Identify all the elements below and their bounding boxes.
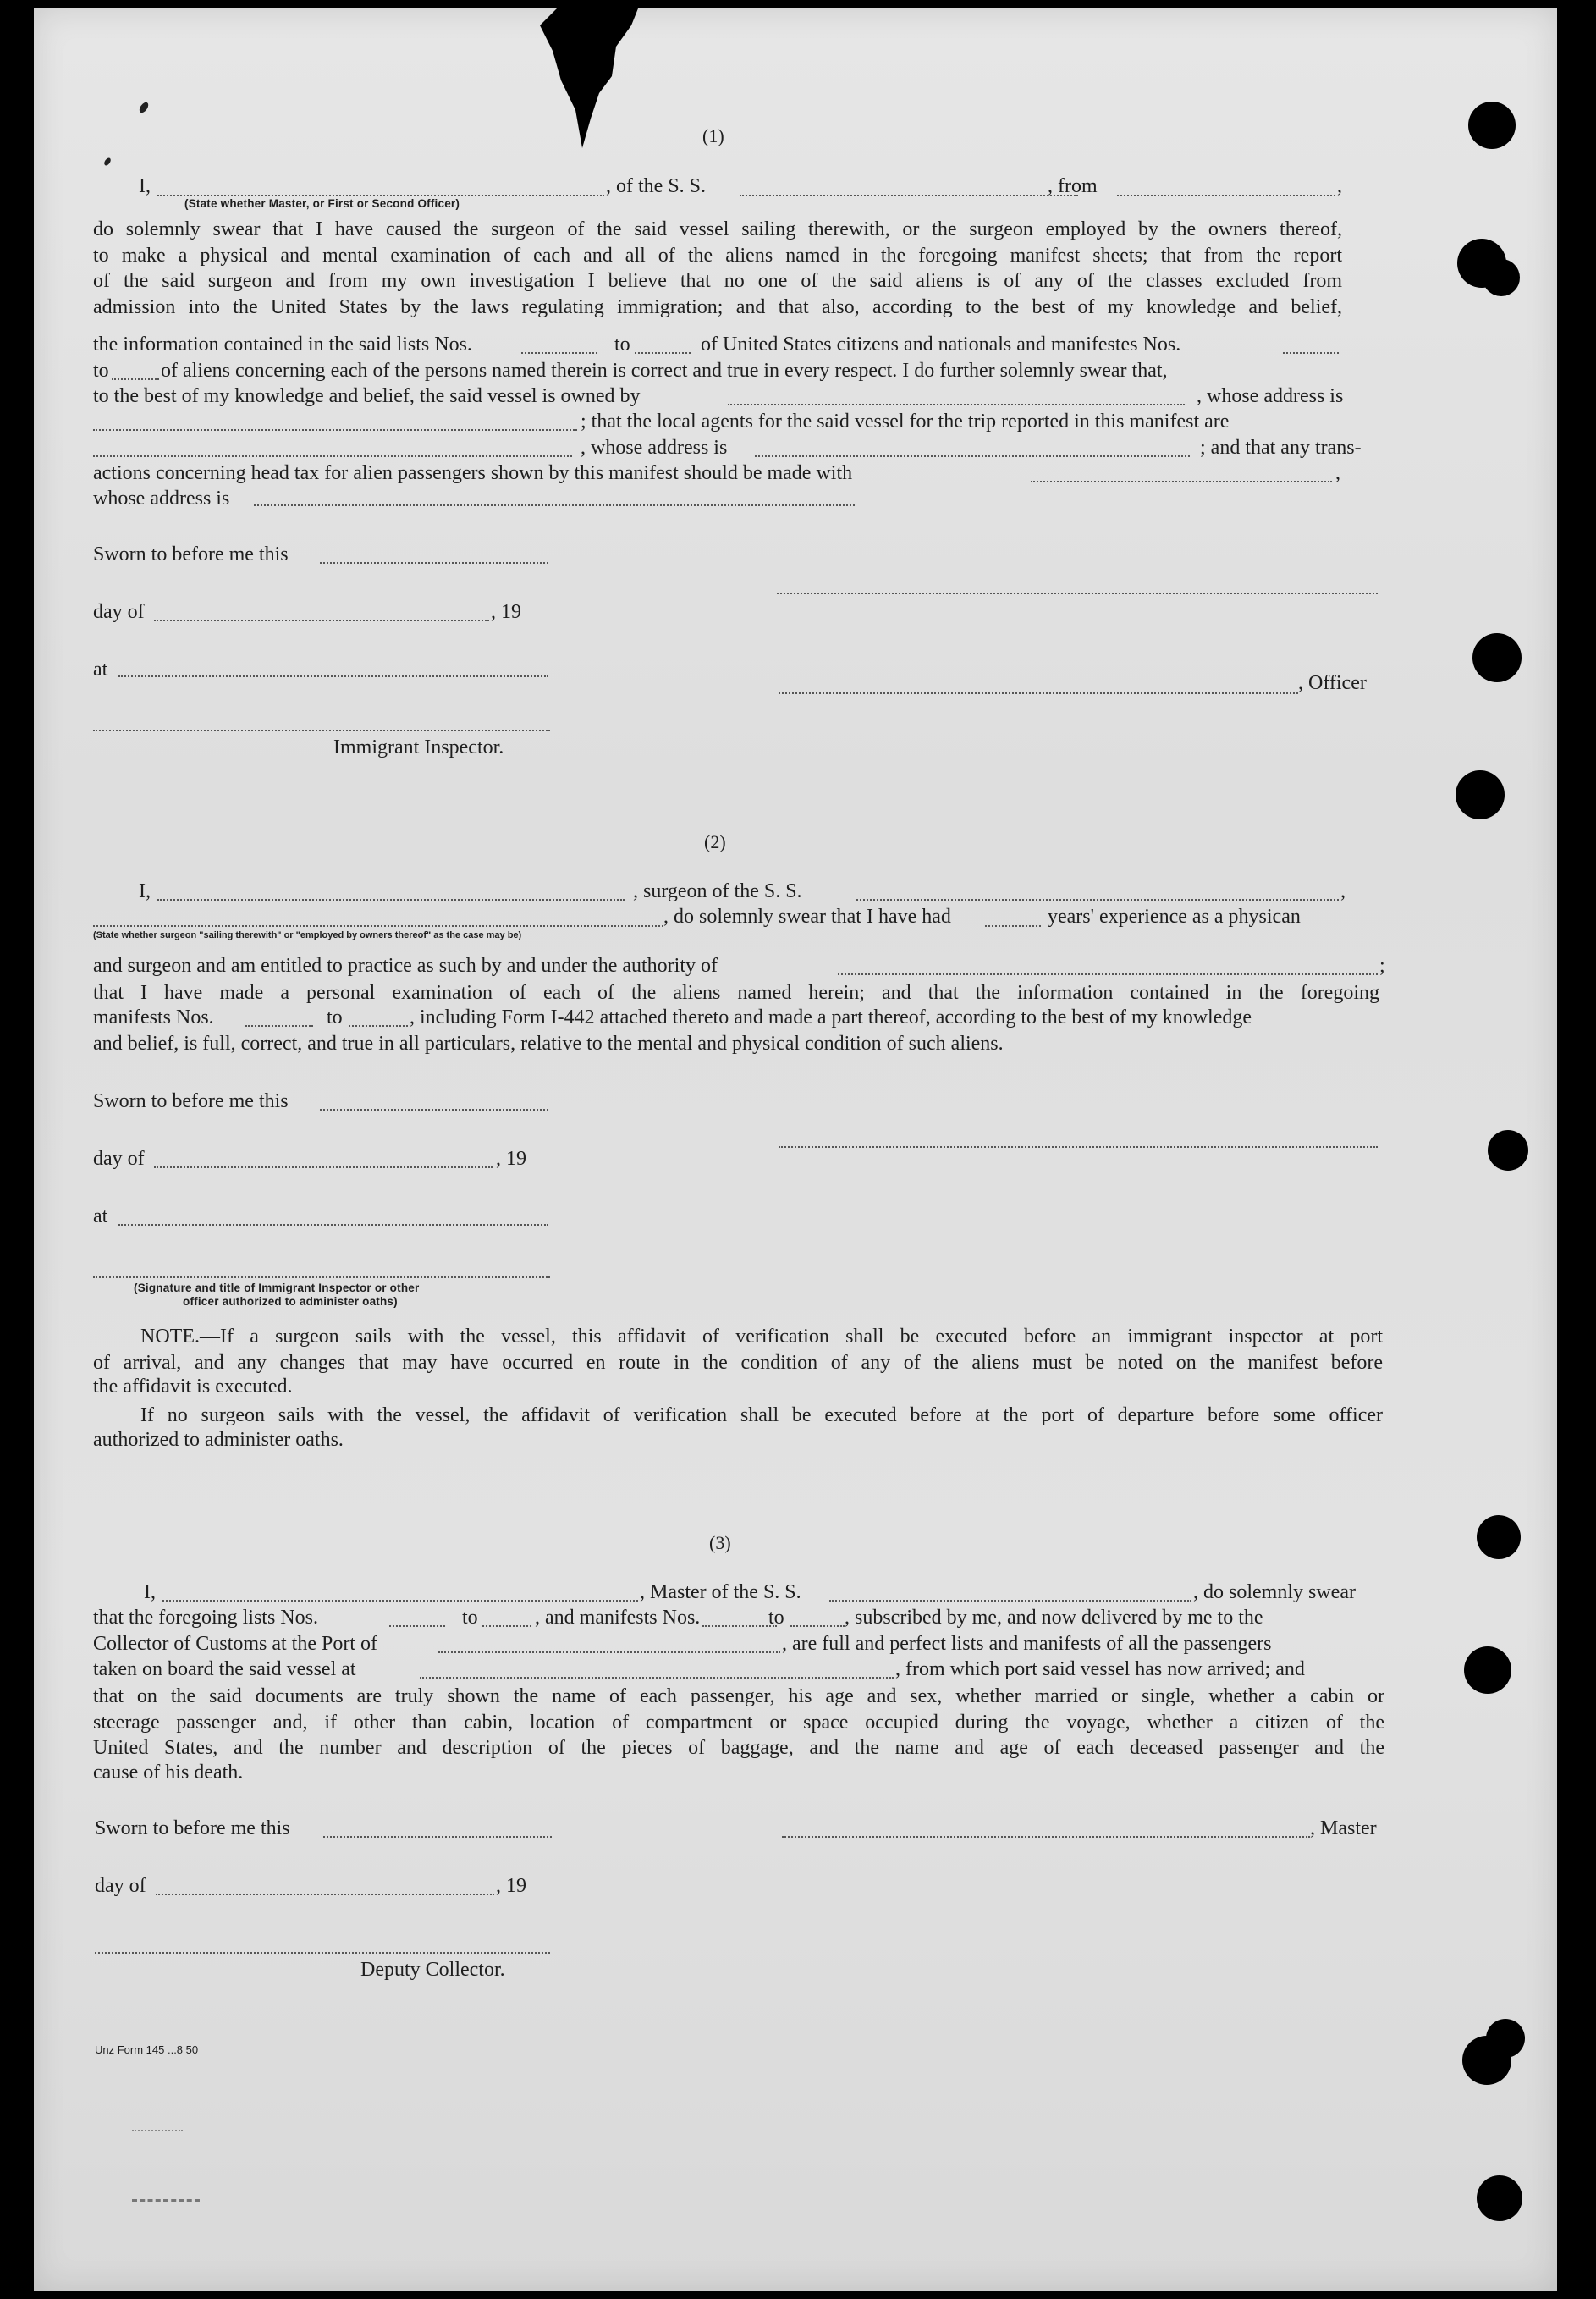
owner-address-field[interactable]: [93, 429, 577, 431]
punch-hole-3: [1483, 259, 1520, 296]
s1-body-line: admission into the United States by the laws regulating immigration; and that also, according to the best of my knowledge and belief,: [93, 295, 1342, 318]
surgeon-name-field[interactable]: [157, 899, 625, 901]
s2-sworn-date-field[interactable]: [320, 1109, 548, 1111]
owner-field[interactable]: [728, 404, 1185, 405]
punch-hole-11: [1477, 2175, 1522, 2221]
s1-sworn-date-field[interactable]: [320, 562, 548, 564]
manifest-to-field[interactable]: [112, 378, 159, 380]
s1-year-label: , 19: [491, 601, 521, 623]
s2-l3a: and surgeon and am entitled to practice as such by and under the authority of: [93, 955, 718, 977]
bleed-through-line: [132, 2199, 200, 2202]
s3-master-name-field[interactable]: [162, 1600, 638, 1602]
s1-l5c: of United States citizens and nationals and manifestes Nos.: [701, 334, 1181, 356]
s2-day-field[interactable]: [154, 1166, 493, 1168]
punch-hole-4: [1472, 633, 1522, 682]
document-page: [34, 8, 1557, 2291]
s2-note2-para: [93, 1403, 1383, 1429]
s1-l9a: , whose address is: [581, 437, 728, 459]
s1-l5b: to: [614, 334, 630, 356]
s2-surgeon-note: (State whether surgeon "sailing therewith" or "employed by owners thereof" as the case may be): [93, 930, 522, 940]
s3-l3b: , are full and perfect lists and manifests of all the passengers: [782, 1633, 1272, 1655]
s1-inspector-label: Immigrant Inspector.: [333, 736, 504, 758]
punch-hole-6: [1488, 1130, 1528, 1171]
s3-dayof-label: day of: [95, 1875, 146, 1897]
s3-l1a: I,: [144, 1581, 156, 1603]
s3-collector-signature-line[interactable]: [95, 1952, 550, 1954]
manifest-nos-field[interactable]: [1283, 352, 1339, 354]
citizen-list-from-field[interactable]: [521, 352, 597, 354]
s2-note2-last: authorized to administer oaths.: [93, 1429, 344, 1451]
s3-master-label: , Master: [1310, 1817, 1377, 1839]
s1-l10b: ,: [1335, 462, 1340, 484]
s1-body-line: do solemnly swear that I have caused the surgeon of the said vessel sailing therewith, or the surgeon employed by the owners thereof,: [93, 218, 1342, 240]
s2-signature-line[interactable]: [779, 1146, 1378, 1148]
from-port-field[interactable]: [1117, 195, 1335, 196]
s3-year-label: , 19: [496, 1875, 526, 1897]
s2-l3b: ;: [1379, 955, 1385, 977]
s1-l6a: to: [93, 360, 109, 382]
s3-ship-name-field[interactable]: [829, 1600, 1191, 1602]
s3-body-line: that on the said documents are truly shown the name of each passenger, his age and sex, whether married or single, whether a cabin or: [93, 1685, 1384, 1707]
s3-l1c: , do solemnly swear: [1193, 1581, 1356, 1603]
s3-body-line: United States, and the number and description of the pieces of baggage, and the name and age of each deceased passenger and the: [93, 1737, 1384, 1759]
s2-note-line: of arrival, and any changes that may have occurred en route in the condition of any of the aliens must be noted on the manifest before: [93, 1351, 1383, 1374]
s3-body: [93, 1684, 1384, 1761]
s3-l1b: , Master of the S. S.: [640, 1581, 801, 1603]
s2-note-para: [93, 1324, 1383, 1376]
s2-l2a: , do solemnly swear that I have had: [663, 906, 951, 928]
s2-manifest-from-field[interactable]: [245, 1025, 313, 1027]
s1-line1-from: , from: [1048, 175, 1098, 197]
s1-line1-I: I,: [139, 175, 151, 197]
s3-manifests-from-field[interactable]: [702, 1625, 777, 1627]
master-name-field[interactable]: [157, 195, 604, 196]
s3-l2c: , and manifests Nos.: [535, 1607, 701, 1629]
s3-sworn-label: Sworn to before me this: [95, 1817, 290, 1839]
s2-manifest-to-field[interactable]: [349, 1025, 408, 1027]
s2-ship-name-field[interactable]: [856, 899, 1339, 901]
s1-line1-comma: ,: [1337, 175, 1342, 197]
s3-boarding-port-field[interactable]: [420, 1677, 894, 1679]
s2-l5a: manifests Nos.: [93, 1006, 214, 1028]
s3-day-field[interactable]: [156, 1894, 494, 1895]
s1-l10a: actions concerning head tax for alien passengers shown by this manifest should be made with: [93, 462, 853, 484]
s1-day-field[interactable]: [154, 620, 489, 621]
form-number: Unz Form 145 ...8 50: [95, 2043, 199, 2056]
s2-l5b: to: [327, 1006, 343, 1028]
section-3-number: (3): [709, 1532, 731, 1553]
s2-l1a: I,: [139, 880, 151, 902]
s2-l4: that I have made a personal examination of each of the aliens named herein; and that the information contained in the foregoing: [93, 982, 1379, 1004]
s2-sig-note-1: (Signature and title of Immigrant Inspector or other: [134, 1282, 420, 1294]
s3-master-signature-line[interactable]: [782, 1836, 1310, 1838]
ship-name-field[interactable]: [740, 195, 1078, 196]
s2-l6: and belief, is full, correct, and true in all particulars, relative to the mental and physical condition of such aliens.: [93, 1033, 1004, 1055]
s2-note-line: NOTE.—If a surgeon sails with the vessel, this affidavit of verification shall be executed before an immigrant inspector at port: [140, 1326, 1383, 1348]
head-tax-address-field[interactable]: [254, 504, 855, 506]
s1-inspector-signature-line[interactable]: [93, 730, 550, 731]
s1-officer-label: , Officer: [1298, 672, 1367, 694]
s2-dayof-label: day of: [93, 1148, 145, 1170]
s2-sworn-label: Sworn to before me this: [93, 1090, 289, 1112]
practice-authority-field[interactable]: [838, 973, 1378, 975]
s1-at-field[interactable]: [118, 675, 548, 677]
head-tax-party-field[interactable]: [1031, 481, 1332, 482]
s3-l2b: to: [462, 1607, 478, 1629]
s3-l3a: Collector of Customs at the Port of: [93, 1633, 377, 1655]
torn-corner-artifact: [531, 0, 641, 152]
s2-l4-para: [93, 980, 1379, 1006]
s3-l2d: to: [768, 1607, 784, 1629]
s3-l4a: taken on board the said vessel at: [93, 1658, 356, 1680]
s3-port-field[interactable]: [438, 1651, 780, 1653]
s2-at-field[interactable]: [118, 1224, 548, 1226]
punch-hole-5: [1456, 770, 1505, 819]
s3-deputy-label: Deputy Collector.: [360, 1959, 505, 1981]
s2-inspector-signature-line[interactable]: [93, 1276, 550, 1278]
punch-hole-7: [1477, 1515, 1521, 1559]
s1-l8: ; that the local agents for the said vessel for the trip reported in this manifest are: [581, 411, 1230, 433]
s2-year-label: , 19: [496, 1148, 526, 1170]
s2-l5c: , including Form I-442 attached thereto and made a part thereof, according to the best of my knowledge: [410, 1006, 1252, 1028]
citizen-list-to-field[interactable]: [635, 352, 691, 354]
s1-sworn-label: Sworn to before me this: [93, 543, 289, 565]
s2-l2b: years' experience as a physican: [1048, 906, 1301, 928]
s1-l7a: to the best of my knowledge and belief, the said vessel is owned by: [93, 385, 641, 407]
s1-l9b: ; and that any trans-: [1200, 437, 1362, 459]
punch-hole-8: [1464, 1646, 1511, 1694]
s2-sig-note-2: officer authorized to administer oaths): [183, 1295, 398, 1308]
s1-dayof-label: day of: [93, 601, 145, 623]
punch-hole-1: [1468, 102, 1516, 149]
section-2-number: (2): [704, 831, 726, 852]
s2-note2-line: If no surgeon sails with the vessel, the affidavit of verification shall be executed before at the port of departure before some officer: [140, 1404, 1383, 1426]
s3-sworn-date-field[interactable]: [323, 1836, 552, 1838]
s1-at-label: at: [93, 659, 108, 681]
s3-last: cause of his death.: [93, 1761, 244, 1784]
s1-oath-body: [93, 217, 1342, 320]
s1-l6b: of aliens concerning each of the persons named therein is correct and true in every respect. I do further solemnly swear that,: [161, 360, 1168, 382]
local-agents-field[interactable]: [93, 455, 572, 457]
s1-officer-note: (State whether Master, or First or Second Officer): [184, 197, 460, 210]
s3-l4b: , from which port said vessel has now arrived; and: [895, 1658, 1305, 1680]
s1-signature-line[interactable]: [777, 593, 1378, 594]
s1-line1-ss: , of the S. S.: [606, 175, 707, 197]
section-1-number: (1): [702, 125, 724, 146]
s2-l1c: ,: [1340, 880, 1346, 902]
s1-l11: whose address is: [93, 488, 230, 510]
s3-lists-to-field[interactable]: [482, 1625, 531, 1627]
s1-l5a: the information contained in the said lists Nos.: [93, 334, 472, 356]
s2-at-label: at: [93, 1205, 108, 1227]
s2-l1b: , surgeon of the S. S.: [633, 880, 802, 902]
s3-l2a: that the foregoing lists Nos.: [93, 1607, 318, 1629]
ink-speck: [138, 101, 151, 114]
agents-address-field[interactable]: [755, 455, 1190, 457]
bleed-through-line: [132, 2130, 183, 2131]
years-experience-field[interactable]: [985, 925, 1041, 927]
s3-l2e: , subscribed by me, and now delivered by me to the: [845, 1607, 1263, 1629]
s1-body-line: to make a physical and mental examination of each and all of the aliens named in the foregoing manifest sheets; that from the report: [93, 244, 1342, 267]
s1-officer-line[interactable]: [779, 692, 1298, 694]
s1-body-line: of the said surgeon and from my own investigation I believe that no one of the said aliens is of any of the classes excluded from: [93, 270, 1342, 292]
ink-speck: [103, 157, 113, 167]
s2-note-last: the affidavit is executed.: [93, 1376, 293, 1398]
s3-manifests-to-field[interactable]: [790, 1625, 845, 1627]
surgeon-status-field[interactable]: [93, 925, 663, 927]
s1-l7b: , whose address is: [1197, 385, 1344, 407]
s3-lists-from-field[interactable]: [389, 1625, 445, 1627]
s3-body-line: steerage passenger and, if other than cabin, location of compartment or space occupied during the voyage, whether a citizen of the: [93, 1711, 1384, 1734]
punch-hole-10: [1486, 2019, 1525, 2058]
